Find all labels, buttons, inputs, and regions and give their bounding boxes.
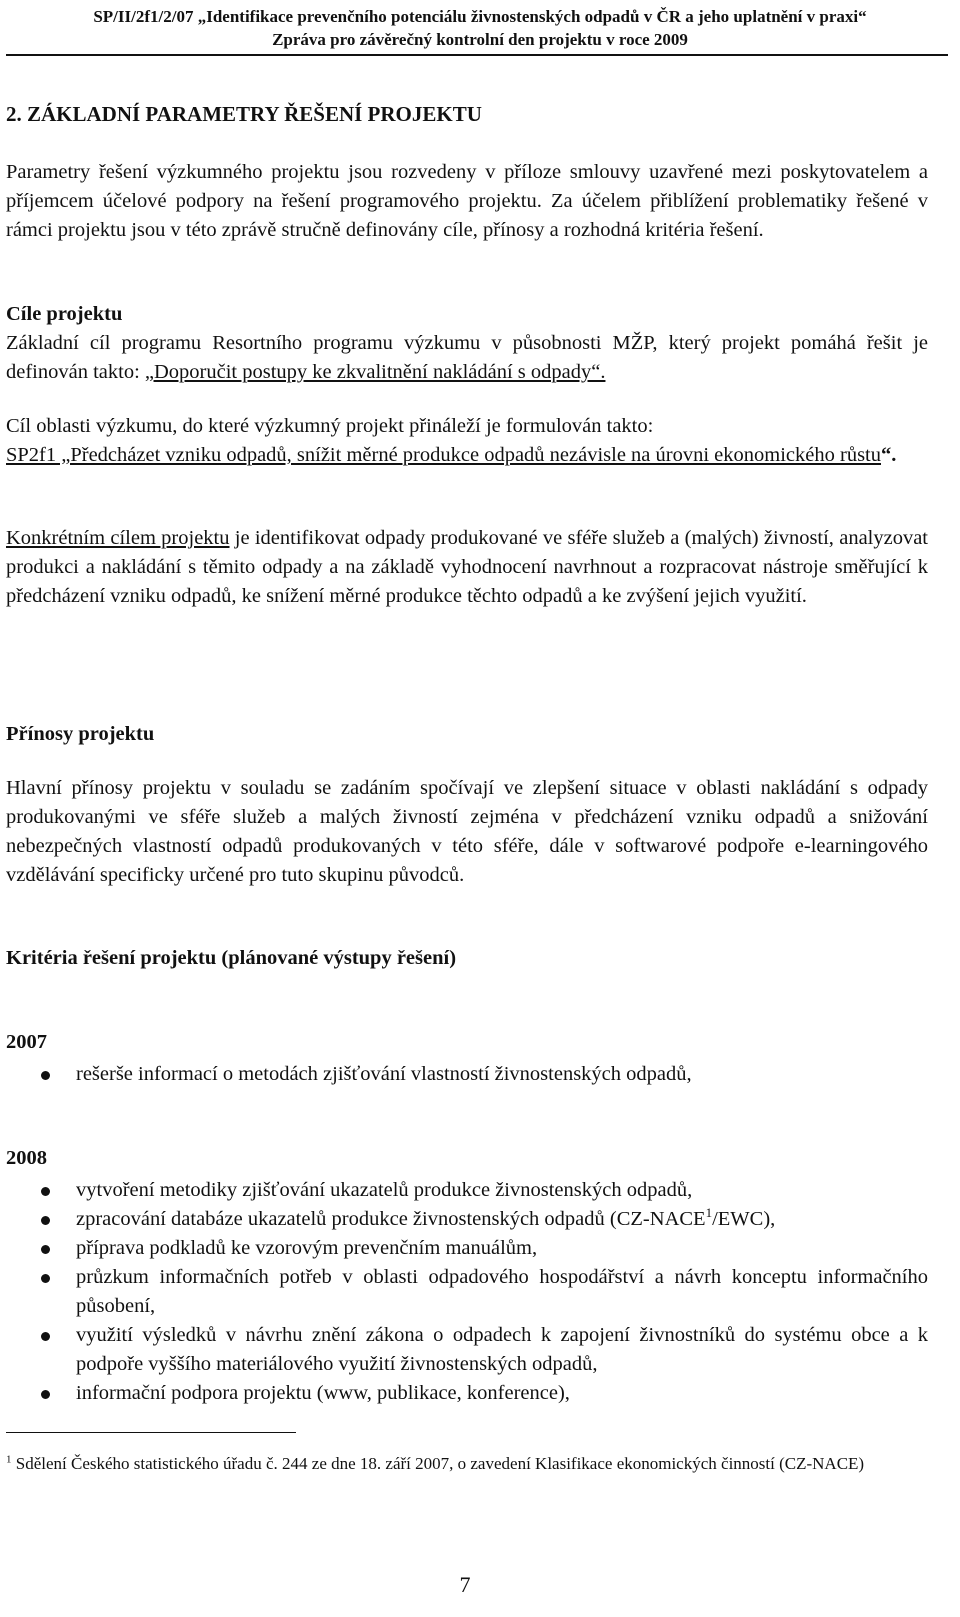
footnote-reference: 1: [705, 1205, 713, 1221]
benefits-heading: Přínosy projektu: [6, 723, 155, 745]
running-header-title: SP/II/2f1/2/07 „Identifikace prevenčního potenciálu živnostenských odpadů v ČR a jeho uplatnění v praxi“: [93, 7, 867, 26]
goals-paragraph-2-quote: [6, 441, 928, 470]
list-item: rešerše informací o metodách zjišťování vlastností živnostenských odpadů,: [6, 1060, 928, 1089]
bullet-icon: [41, 1071, 50, 1080]
research-area-goal-end: “.: [881, 444, 897, 466]
goals-paragraph-3: [6, 524, 928, 611]
goals-p1-text: Základní cíl programu Resortního programu výzkumu v působnosti MŽP, který projekt pomáhá řešit je definován takto:: [6, 332, 928, 383]
program-goal-quote: „Doporučit postupy ke zkvalitnění nakládání s odpady“.: [144, 361, 606, 383]
specific-goal-text: je identifikovat odpady produkované ve sféře služeb a (malých) živností, analyzovat produkci a nakládání s těmito odpady a na základě vyhodnocení navrhnout a rozpracovat nástroje směřující k předcházení vzniku odpadů, ke snížení měrné produkce těchto odpadů a ke zvýšení jejich využití.: [6, 527, 929, 607]
bullet-icon: [41, 1274, 50, 1283]
outputs-2008-list: [6, 1176, 928, 1408]
footnote-divider: [6, 1432, 296, 1433]
list-item: využití výsledků v návrhu znění zákona o odpadech k zapojení živnostníků do systému obce a k podpoře vyššího materiálového využití živnostenských odpadů,: [6, 1321, 928, 1379]
list-item: zpracování databáze ukazatelů produkce živnostenských odpadů (CZ-NACE$^1$/EWC),: [6, 1205, 928, 1234]
specific-goal-label: Konkrétním cílem projektu: [6, 527, 230, 549]
goals-heading: Cíle projektu: [6, 303, 123, 325]
section-title: 2. ZÁKLADNÍ PARAMETRY ŘEŠENÍ PROJEKTU: [6, 102, 482, 126]
bullet-icon: [41, 1187, 50, 1196]
year-2007-label: 2007: [6, 1031, 47, 1053]
bullet-icon: [41, 1390, 50, 1399]
page-number: 7: [459, 1572, 471, 1597]
header-divider: [6, 54, 948, 56]
running-header-subtitle: Zpráva pro závěrečný kontrolní den projektu v roce 2009: [272, 30, 688, 49]
footnote-text: Sdělení Českého statistického úřadu č. 244 ze dne 18. září 2007, o zavedení Klasifikace ekonomických činností (CZ-NACE): [11, 1454, 865, 1473]
list-item: průzkum informačních potřeb v oblasti odpadového hospodářství a návrh konceptu informačního působení,: [6, 1263, 928, 1321]
bullet-icon: [41, 1332, 50, 1341]
footnote: [6, 1452, 928, 1476]
intro-paragraph: Parametry řešení výzkumného projektu jsou rozvedeny v příloze smlouvy uzavřené mezi poskytovatelem a příjemcem účelové podpory na řešení programového projektu. Za účelem přiblížení problematiky řešené v rámci projektu jsou v této zprávě stručně definovány cíle, přínosy a rozhodná kritéria řešení.: [6, 161, 928, 241]
research-area-goal: SP2f1 „Předcházet vzniku odpadů, snížit měrné produkce odpadů nezávisle na úrovni ekonomického růstu: [6, 444, 881, 466]
benefits-paragraph: Hlavní přínosy projektu v souladu se zadáním spočívají ve zlepšení situace v oblasti nakládání s odpady produkovanými ve sféře služeb a malých živností zejména v předcházení vzniku odpadů a snižování nebezpečných vlastností odpadů produkovaných v této sféře, dále v softwarové podpoře e-learningového vzdělávání specificky určené pro tuto skupinu původců.: [6, 777, 928, 886]
list-item: příprava podkladů ke vzorovým prevenčním manuálům,: [6, 1234, 928, 1263]
goals-paragraph-2-lead: Cíl oblasti výzkumu, do které výzkumný projekt přináleží je formulován takto:: [6, 415, 654, 437]
goals-paragraph-1: [6, 329, 928, 387]
bullet-icon: [41, 1245, 50, 1254]
list-item: vytvoření metodiky zjišťování ukazatelů produkce živnostenských odpadů,: [6, 1176, 928, 1205]
year-2008-label: 2008: [6, 1147, 47, 1169]
footnote-number: 1: [6, 1453, 12, 1466]
list-item: informační podpora projektu (www, publikace, konference),: [6, 1379, 928, 1408]
outputs-2007-list: [6, 1060, 928, 1089]
criteria-heading: Kritéria řešení projektu (plánované výstupy řešení): [6, 947, 457, 969]
bullet-icon: [41, 1216, 50, 1225]
